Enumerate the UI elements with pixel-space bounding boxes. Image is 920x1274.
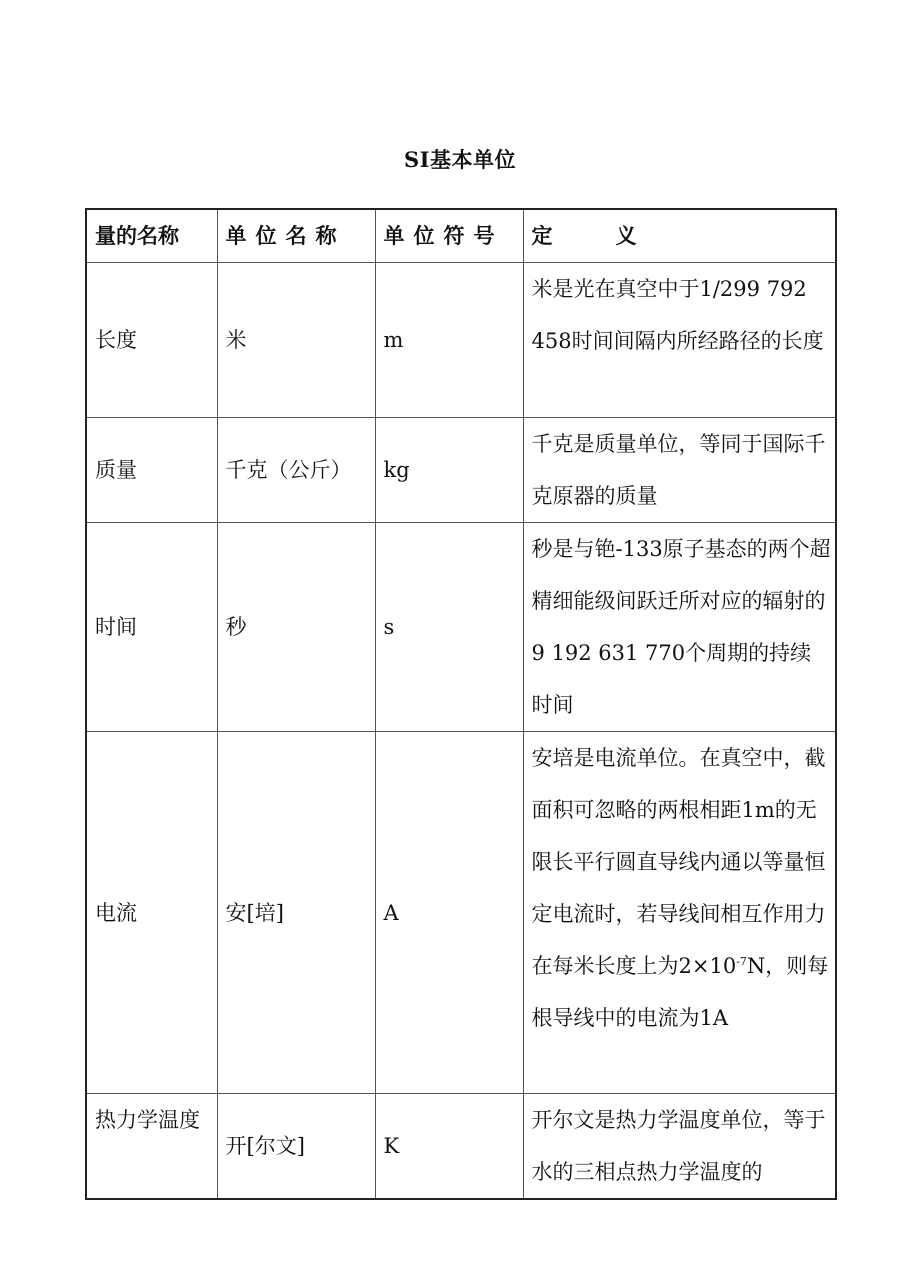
cell-definition: 秒是与铯-133原子基态的两个超精细能级间跃迁所对应的辐射的9 192 631 770个周期的持续时间 xyxy=(523,523,836,732)
cell-quantity: 质量 xyxy=(86,418,217,523)
table-row xyxy=(86,263,836,418)
cell-definition xyxy=(523,732,836,1094)
definition-text: N，则每根导线中的电流为1A xyxy=(531,954,829,1030)
header-unit-symbol: 单位符号 xyxy=(375,209,523,263)
cell-definition: 米是光在真空中于1/299 792 458时间间隔内所经路径的长度 xyxy=(523,263,836,418)
exponent: -7 xyxy=(736,955,747,968)
cell-quantity: 长度 xyxy=(86,263,217,418)
cell-unit-name: 秒 xyxy=(217,523,375,732)
table-header-row xyxy=(86,209,836,263)
definition-text: 安培是电流单位。在真空中，截面积可忽略的两根相距1m的无限长平行圆直导线内通以等量恒定电流时，若导线间相互作用力在每米长度上为2×10 xyxy=(531,746,826,978)
table-row xyxy=(86,732,836,1094)
cell-quantity: 时间 xyxy=(86,523,217,732)
header-unit-name: 单位名称 xyxy=(217,209,375,263)
header-quantity: 量的名称 xyxy=(86,209,217,263)
table-row xyxy=(86,523,836,732)
si-units-table xyxy=(85,208,837,1200)
cell-definition: 千克是质量单位，等同于国际千克原器的质量 xyxy=(523,418,836,523)
table-row xyxy=(86,1094,836,1200)
header-definition: 定 义 xyxy=(523,209,836,263)
cell-quantity: 电流 xyxy=(86,732,217,1094)
cell-symbol: K xyxy=(375,1094,523,1200)
cell-symbol: kg xyxy=(375,418,523,523)
table-row xyxy=(86,418,836,523)
cell-symbol: s xyxy=(375,523,523,732)
cell-quantity: 热力学温度 xyxy=(86,1094,217,1200)
cell-unit-name: 米 xyxy=(217,263,375,418)
cell-symbol: m xyxy=(375,263,523,418)
cell-unit-name: 开[尔文] xyxy=(217,1094,375,1200)
cell-unit-name: 安[培] xyxy=(217,732,375,1094)
cell-unit-name: 千克（公斤） xyxy=(217,418,375,523)
cell-definition: 开尔文是热力学温度单位，等于水的三相点热力学温度的 xyxy=(523,1094,836,1200)
page-title: SI基本单位 xyxy=(404,147,516,172)
cell-symbol: A xyxy=(375,732,523,1094)
